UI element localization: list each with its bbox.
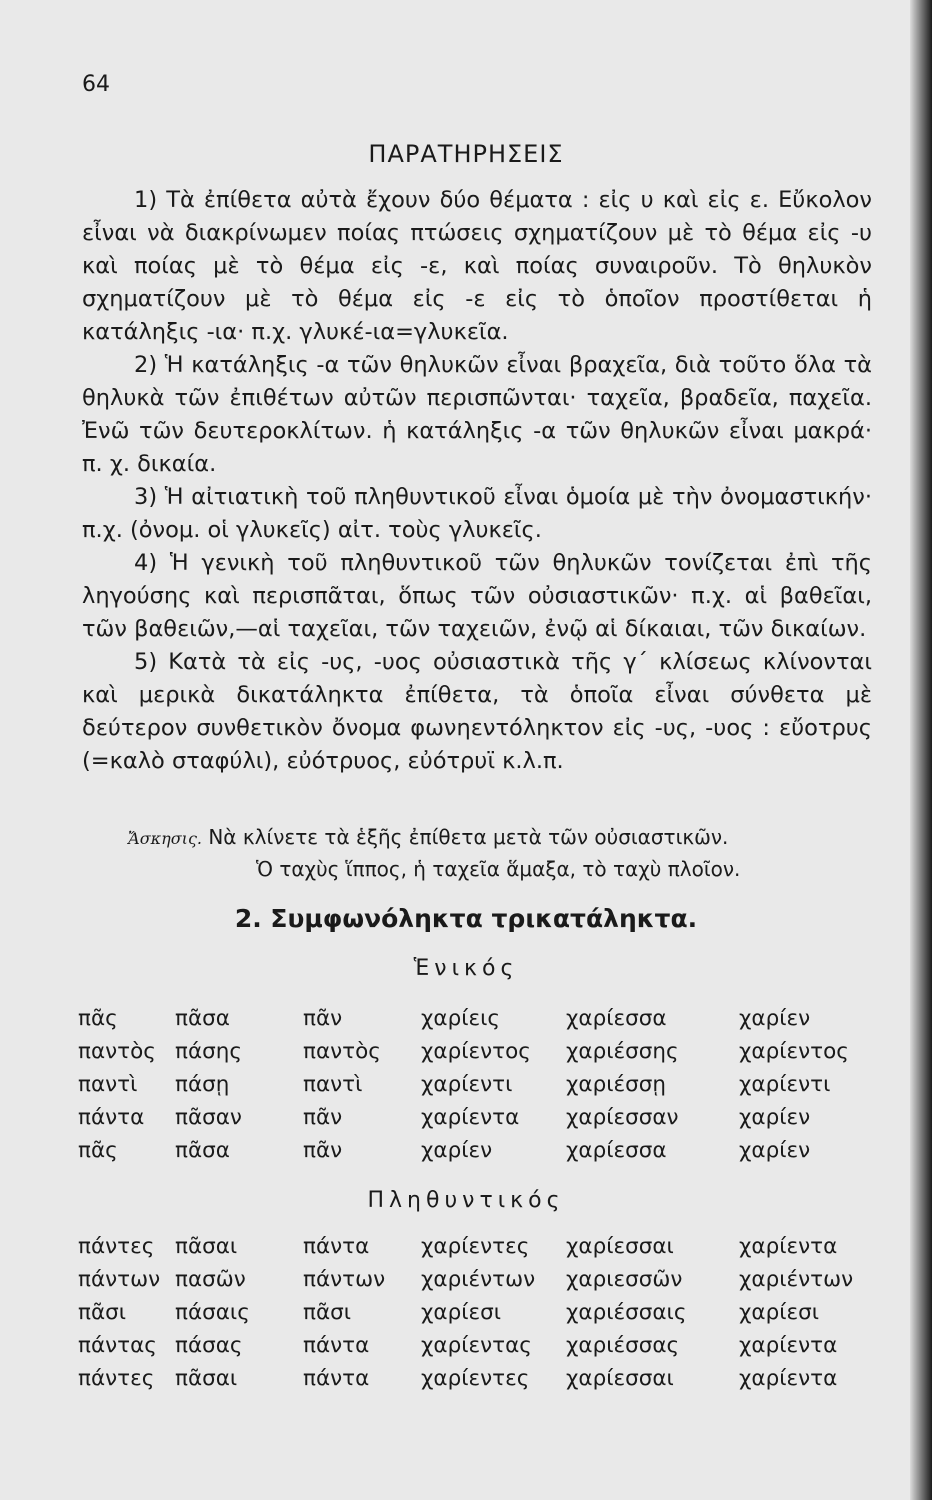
exercise-line-1 [128, 822, 888, 854]
book-spine-shadow [910, 0, 932, 1500]
declension-cell: πᾶσαν [175, 1105, 242, 1130]
declension-cell: χαρίεντα [739, 1366, 838, 1391]
singular-title: Ἑνικός [413, 956, 519, 981]
declension-cell: πᾶν [303, 1006, 343, 1031]
declension-cell: πάντων [78, 1267, 161, 1292]
declension-cell: χαρίεις [421, 1006, 501, 1031]
declension-row [78, 1329, 853, 1362]
declension-cell: χαρίεσι [421, 1300, 502, 1325]
declension-cell: πάντας [78, 1333, 157, 1358]
declension-cell: χαρίεντι [739, 1072, 831, 1097]
exercise-label: Ἄσκησις. [128, 829, 202, 848]
declension-cell: πᾶσαι [175, 1234, 238, 1259]
remark-1: 1) Τὰ ἐπίθετα αὐτὰ ἔχουν δύο θέματα : εἰς υ καὶ εἰς ε. Εὔκολον εἶναι νὰ διακρίνωμεν ποίας πτώσεις σχηματίζουν μὲ τὸ θέμα εἰς -υ καὶ ποίας μὲ τὸ θέμα εἰς -ε, καὶ ποίας συναιροῦν. Τὸ θηλυκὸν σχηματίζουν μὲ τὸ θέμα εἰς -ε εἰς τὸ ὁποῖον προστίθεται ἡ κατάληξις -ια· π.χ. γλυκέ-ια=γλυκεῖα. [82, 187, 872, 345]
page-number: 64 [82, 72, 110, 97]
declension-cell: χαρίεσι [739, 1300, 820, 1325]
declension-cell: χαρίεντος [421, 1039, 531, 1064]
declension-cell: χαρίεντας [421, 1333, 532, 1358]
declension-cell: χαρίεσσα [566, 1138, 667, 1163]
declension-cell: χαριέσσῃ [566, 1072, 667, 1097]
declension-cell: παντὶ [78, 1072, 138, 1097]
remark-5: 5) Κατὰ τὰ εἰς -υς, -υος οὐσιαστικὰ τῆς γ΄ κλίσεως κλίνονται καὶ μερικὰ δικατάληκτα ἐπίθετα, τὰ ὁποῖα εἶναι σύνθετα μὲ δεύτερον συνθετικὸν ὄνομα φωνηεντόληκτον εἰς -υς, -υος : εὔοτρυς (=καλὸ σταφύλι), εὐότρυος, εὐότρυϊ κ.λ.π. [82, 649, 872, 774]
declension-cell: χαρίεν [739, 1006, 811, 1031]
declension-cell: πάντες [78, 1366, 155, 1391]
declension-cell: πᾶσαι [175, 1366, 238, 1391]
declension-cell: χαρίεντες [421, 1366, 530, 1391]
declension-cell: πάντα [303, 1366, 370, 1391]
declension-cell: χαρίεντες [421, 1234, 530, 1259]
declension-cell: χαριεσσῶν [566, 1267, 683, 1292]
declension-row [78, 1002, 849, 1035]
remarks-body [82, 184, 872, 778]
declension-cell: χαρίεντι [421, 1072, 513, 1097]
declension-cell: χαρίεν [739, 1105, 811, 1130]
declension-cell: πᾶν [303, 1138, 343, 1163]
declension-cell: χαρίεσσαν [566, 1105, 679, 1130]
declension-cell: χαρίεντος [739, 1039, 849, 1064]
declension-cell: πάντα [303, 1333, 370, 1358]
declension-row [78, 1296, 853, 1329]
declension-cell: χαρίεν [739, 1138, 811, 1163]
declension-cell: χαριέσσης [566, 1039, 679, 1064]
remark-2: 2) Ἡ κατάληξις -α τῶν θηλυκῶν εἶναι βραχεῖα, διὰ τοῦτο ὅλα τὰ θηλυκὰ τῶν ἐπιθέτων αὐτῶν περισπῶνται· ταχεῖα, βραδεῖα, παχεῖα. Ἐνῶ τῶν δευτεροκλίτων. ἡ κατάληξις -α τῶν θηλυκῶν εἶναι μακρά· π. χ. δικαία. [82, 352, 872, 477]
declension-cell: πάντων [303, 1267, 386, 1292]
declension-row [78, 1263, 853, 1296]
declension-cell: πᾶς [78, 1138, 118, 1163]
declension-row [78, 1230, 853, 1263]
declension-cell: χαριέσσαις [566, 1300, 687, 1325]
declension-cell: πᾶσι [303, 1300, 352, 1325]
remark-4: 4) Ἡ γενικὴ τοῦ πληθυντικοῦ τῶν θηλυκῶν τονίζεται ἐπὶ τῆς ληγούσης καὶ περισπᾶται, ὅπως τῶν οὐσιαστικῶν· π.χ. αἱ βαθεῖαι, τῶν βαθειῶν,—αἱ ταχεῖαι, τῶν ταχειῶν, ἐνῷ αἱ δίκαιαι, τῶν δικαίων. [82, 550, 872, 642]
declension-cell: πᾶσα [175, 1138, 230, 1163]
exercise-instruction: Νὰ κλίνετε τὰ ἑξῆς ἐπίθετα μετὰ τῶν οὐσιαστικῶν. [208, 825, 729, 849]
declension-row [78, 1101, 849, 1134]
declension-cell: χαρίεσσαι [566, 1366, 674, 1391]
section-title: 2. Συμφωνόληκτα τρικατάληκτα. [234, 904, 698, 933]
declension-cell: πᾶσι [78, 1300, 127, 1325]
declension-cell: χαρίεν [421, 1138, 493, 1163]
declension-cell: πᾶν [303, 1105, 343, 1130]
declension-cell: παντὸς [303, 1039, 381, 1064]
declension-row [78, 1362, 853, 1395]
declension-cell: χαρίεντα [739, 1234, 838, 1259]
declension-cell: πᾶς [78, 1006, 118, 1031]
declension-cell: χαρίεσσα [566, 1006, 667, 1031]
declension-cell: πάσῃ [175, 1072, 230, 1097]
exercise [128, 822, 888, 885]
declension-cell: χαριέντων [739, 1267, 854, 1292]
declension-cell: χαριέσσας [566, 1333, 680, 1358]
exercise-line-2: Ὁ ταχὺς ἵππος, ἡ ταχεῖα ἅμαξα, τὸ ταχὺ πλοῖον. [256, 857, 741, 881]
declension-cell: πάντα [78, 1105, 145, 1130]
declension-cell: παντὶ [303, 1072, 363, 1097]
declension-cell: πασῶν [175, 1267, 246, 1292]
declension-cell: πάντες [78, 1234, 155, 1259]
plural-table [78, 1230, 853, 1395]
singular-table [78, 1002, 849, 1167]
page-heading: ΠΑΡΑΤΗΡΗΣΕΙΣ [368, 140, 564, 168]
plural-title: Πληθυντικός [367, 1188, 565, 1213]
declension-row [78, 1068, 849, 1101]
declension-row [78, 1035, 849, 1068]
declension-cell: χαρίεντα [739, 1333, 838, 1358]
remark-3: 3) Ἡ αἰτιατικὴ τοῦ πληθυντικοῦ εἶναι ὁμοία μὲ τὴν ὀνομαστικήν· π.χ. (ὀνομ. οἱ γλυκεῖς) αἰτ. τοὺς γλυκεῖς. [82, 484, 872, 543]
declension-cell: πάσης [175, 1039, 242, 1064]
declension-cell: παντὸς [78, 1039, 156, 1064]
declension-cell: χαρίεντα [421, 1105, 520, 1130]
declension-cell: πᾶσα [175, 1006, 230, 1031]
declension-cell: χαρίεσσαι [566, 1234, 674, 1259]
declension-cell: πάντα [303, 1234, 370, 1259]
declension-cell: χαριέντων [421, 1267, 536, 1292]
declension-row [78, 1134, 849, 1167]
declension-cell: πάσαις [175, 1300, 250, 1325]
declension-cell: πάσας [175, 1333, 243, 1358]
